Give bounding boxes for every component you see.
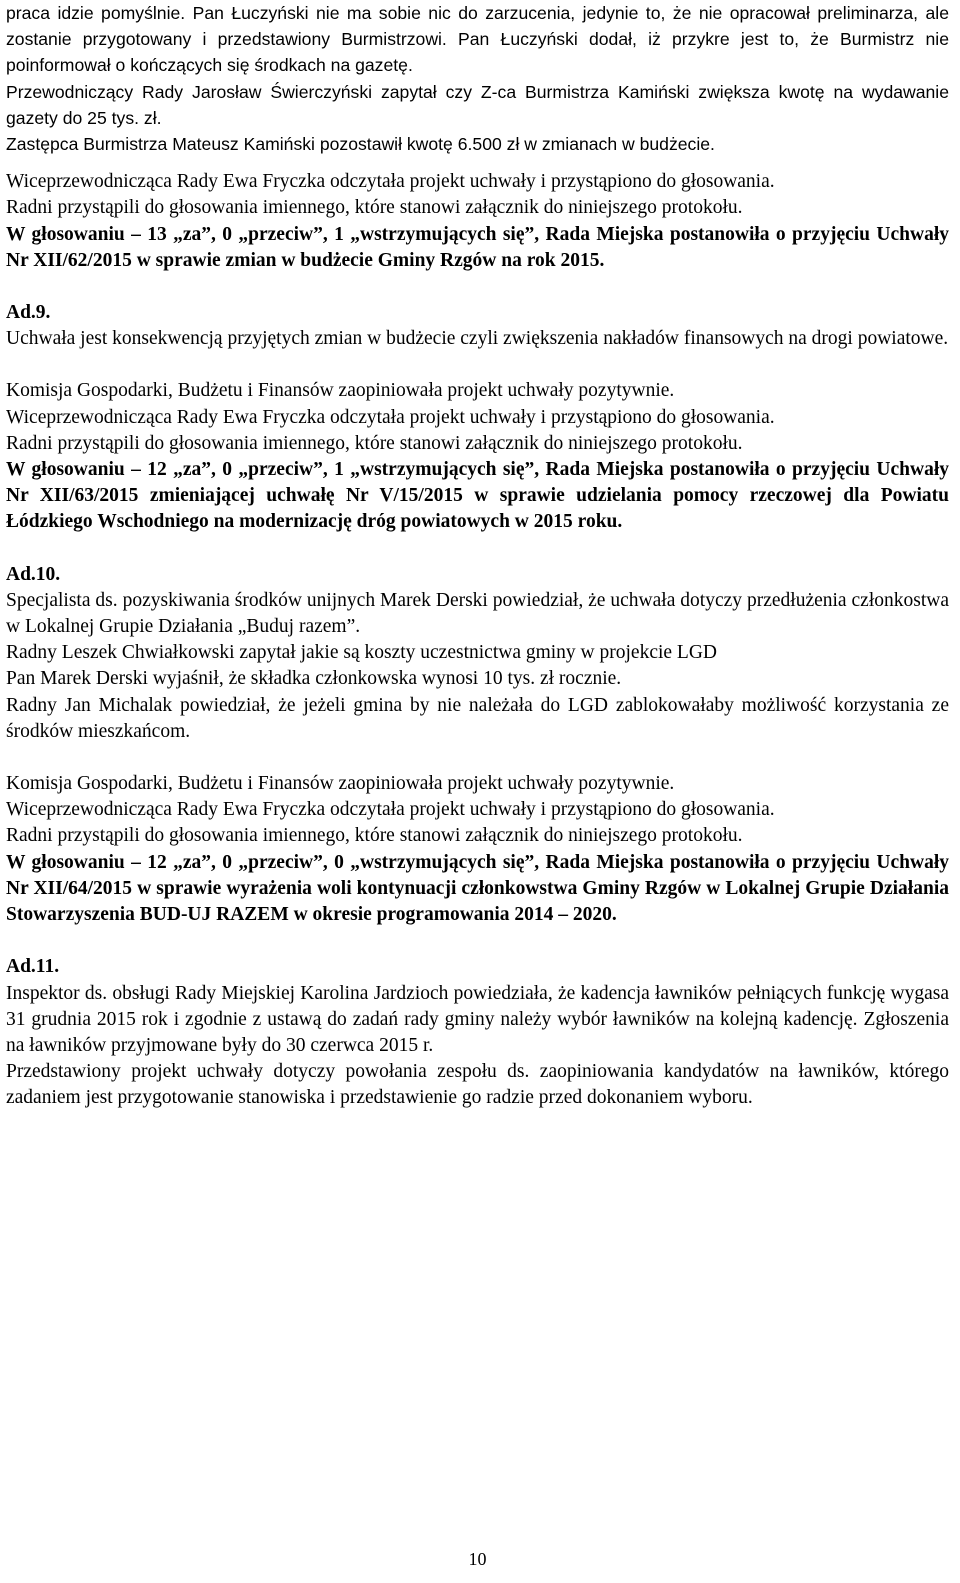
- vote62-roll: Radni przystąpili do głosowania imiennego, które stanowi załącznik do niniejszego protokołu.: [6, 197, 743, 219]
- document-page: [6, 0, 949, 1583]
- spacer: [6, 157, 949, 169]
- ad10-chwialkowski: Radny Leszek Chwiałkowski zapytał jakie są koszty uczestnictwa gminy w projekcie LGD: [6, 642, 718, 664]
- chairman-question: Przewodniczący Rady Jarosław Świerczyński zapytał czy Z-ca Burmistrza Kamiński zwiększa kwotę na wydawanie gazety do 25 tys. zł.: [6, 81, 949, 128]
- ad10-roll: Radni przystąpili do głosowania imiennego, które stanowi załącznik do niniejszego protokołu.: [6, 825, 743, 847]
- ad9-read: Wiceprzewodnicząca Rady Ewa Fryczka odczytała projekt uchwały i przystąpiono do głosowania.: [6, 406, 775, 428]
- ad9-commission: Komisja Gospodarki, Budżetu i Finansów zaopiniowała projekt uchwały pozytywnie.: [6, 380, 675, 402]
- deputy-mayor-answer: Zastępca Burmistrza Mateusz Kamiński pozostawił kwotę 6.500 zł w zmianach w budżecie.: [6, 134, 715, 155]
- ad10-heading: Ad.10.: [6, 563, 61, 585]
- ad10-derski: Specjalista ds. pozyskiwania środków unijnych Marek Derski powiedział, że uchwała dotyczy przedłużenia członkostwa w Lokalnej Grupie Działania „Buduj razem”.: [6, 589, 949, 638]
- spacer: [6, 352, 949, 378]
- ad11-heading: Ad.11.: [6, 956, 60, 978]
- ad10-read: Wiceprzewodnicząca Rady Ewa Fryczka odczytała projekt uchwały i przystąpiono do głosowania.: [6, 799, 775, 821]
- ad9-text: Uchwała jest konsekwencją przyjętych zmian w budżecie czyli zwiększenia nakładów finansowych na drogi powiatowe.: [6, 328, 949, 350]
- ad9-result: W głosowaniu – 12 „za”, 0 „przeciw”, 1 „wstrzymujących się”, Rada Miejska postanowiła o przyjęciu Uchwały Nr XII/63/2015 zmieniającej uchwałę Nr V/15/2015 w sprawie udzielania pomocy rzeczowej dla Powiatu Łódzkiego Wschodniego na modernizację dróg powiatowych w 2015 roku.: [6, 459, 949, 533]
- ad10-michalak: Radny Jan Michalak powiedział, że jeżeli gmina by nie należała do LGD zablokowałaby możliwość korzystania ze środków mieszkańcom.: [6, 694, 949, 742]
- ad9-roll: Radni przystąpili do głosowania imiennego, które stanowi załącznik do niniejszego protokołu.: [6, 432, 743, 454]
- vote62-result: W głosowaniu – 13 „za”, 0 „przeciw”, 1 „wstrzymujących się”, Rada Miejska postanowiła o przyjęciu Uchwały Nr XII/62/2015 w sprawie zmian w budżecie Gminy Rzgów na rok 2015.: [6, 223, 949, 271]
- ad10-commission: Komisja Gospodarki, Budżetu i Finansów zaopiniowała projekt uchwały pozytywnie.: [6, 773, 675, 795]
- intro-paragraph: praca idzie pomyślnie. Pan Łuczyński nie ma sobie nic do zarzucenia, jedynie to, że nie opracował preliminarza, ale zostanie przygotowany i przedstawiony Burmistrzowi. Pan Łuczyński dodał, iż przykre jest to, że Burmistrz nie poinformował o kończących się środkach na gazetę.: [6, 3, 949, 76]
- spacer: [6, 274, 949, 300]
- ad9-heading: Ad.9.: [6, 302, 51, 324]
- ad11-jardzioch: Inspektor ds. obsługi Rady Miejskiej Karolina Jardzioch powiedziała, że kadencja ławników pełniących funkcję wygasa 31 grudnia 2015 rok i zgodnie z ustawą do zadań rady gminy należy wybór ławników na kolejną kadencję. Zgłoszenia na ławników przyjmowane były do 30 czerwca 2015 r.: [6, 982, 949, 1056]
- ad11-project: Przedstawiony projekt uchwały dotyczy powołania zespołu ds. zaopiniowania kandydatów na ławników, którego zadaniem jest przygotowanie stanowiska i przedstawienie go radzie przed dokonaniem wyboru.: [6, 1061, 949, 1109]
- ad10-derski-answer: Pan Marek Derski wyjaśnił, że składka członkowska wynosi 10 tys. zł rocznie.: [6, 668, 622, 690]
- ad10-result: W głosowaniu – 12 „za”, 0 „przeciw”, 0 „wstrzymujących się”, Rada Miejska postanowiła o przyjęciu Uchwały Nr XII/64/2015 w sprawie wyrażenia woli kontynuacji członkowstwa Gminy Rzgów w Lokalnej Grupie Działania Stowarzyszenia BUD-UJ RAZEM w okresie programowania 2014 – 2020.: [6, 851, 949, 926]
- vote62-read: Wiceprzewodnicząca Rady Ewa Fryczka odczytała projekt uchwały i przystąpiono do głosowania.: [6, 171, 775, 193]
- page-number: 10: [468, 1549, 487, 1569]
- spacer: [6, 745, 949, 771]
- spacer: [6, 536, 949, 562]
- spacer: [6, 928, 949, 954]
